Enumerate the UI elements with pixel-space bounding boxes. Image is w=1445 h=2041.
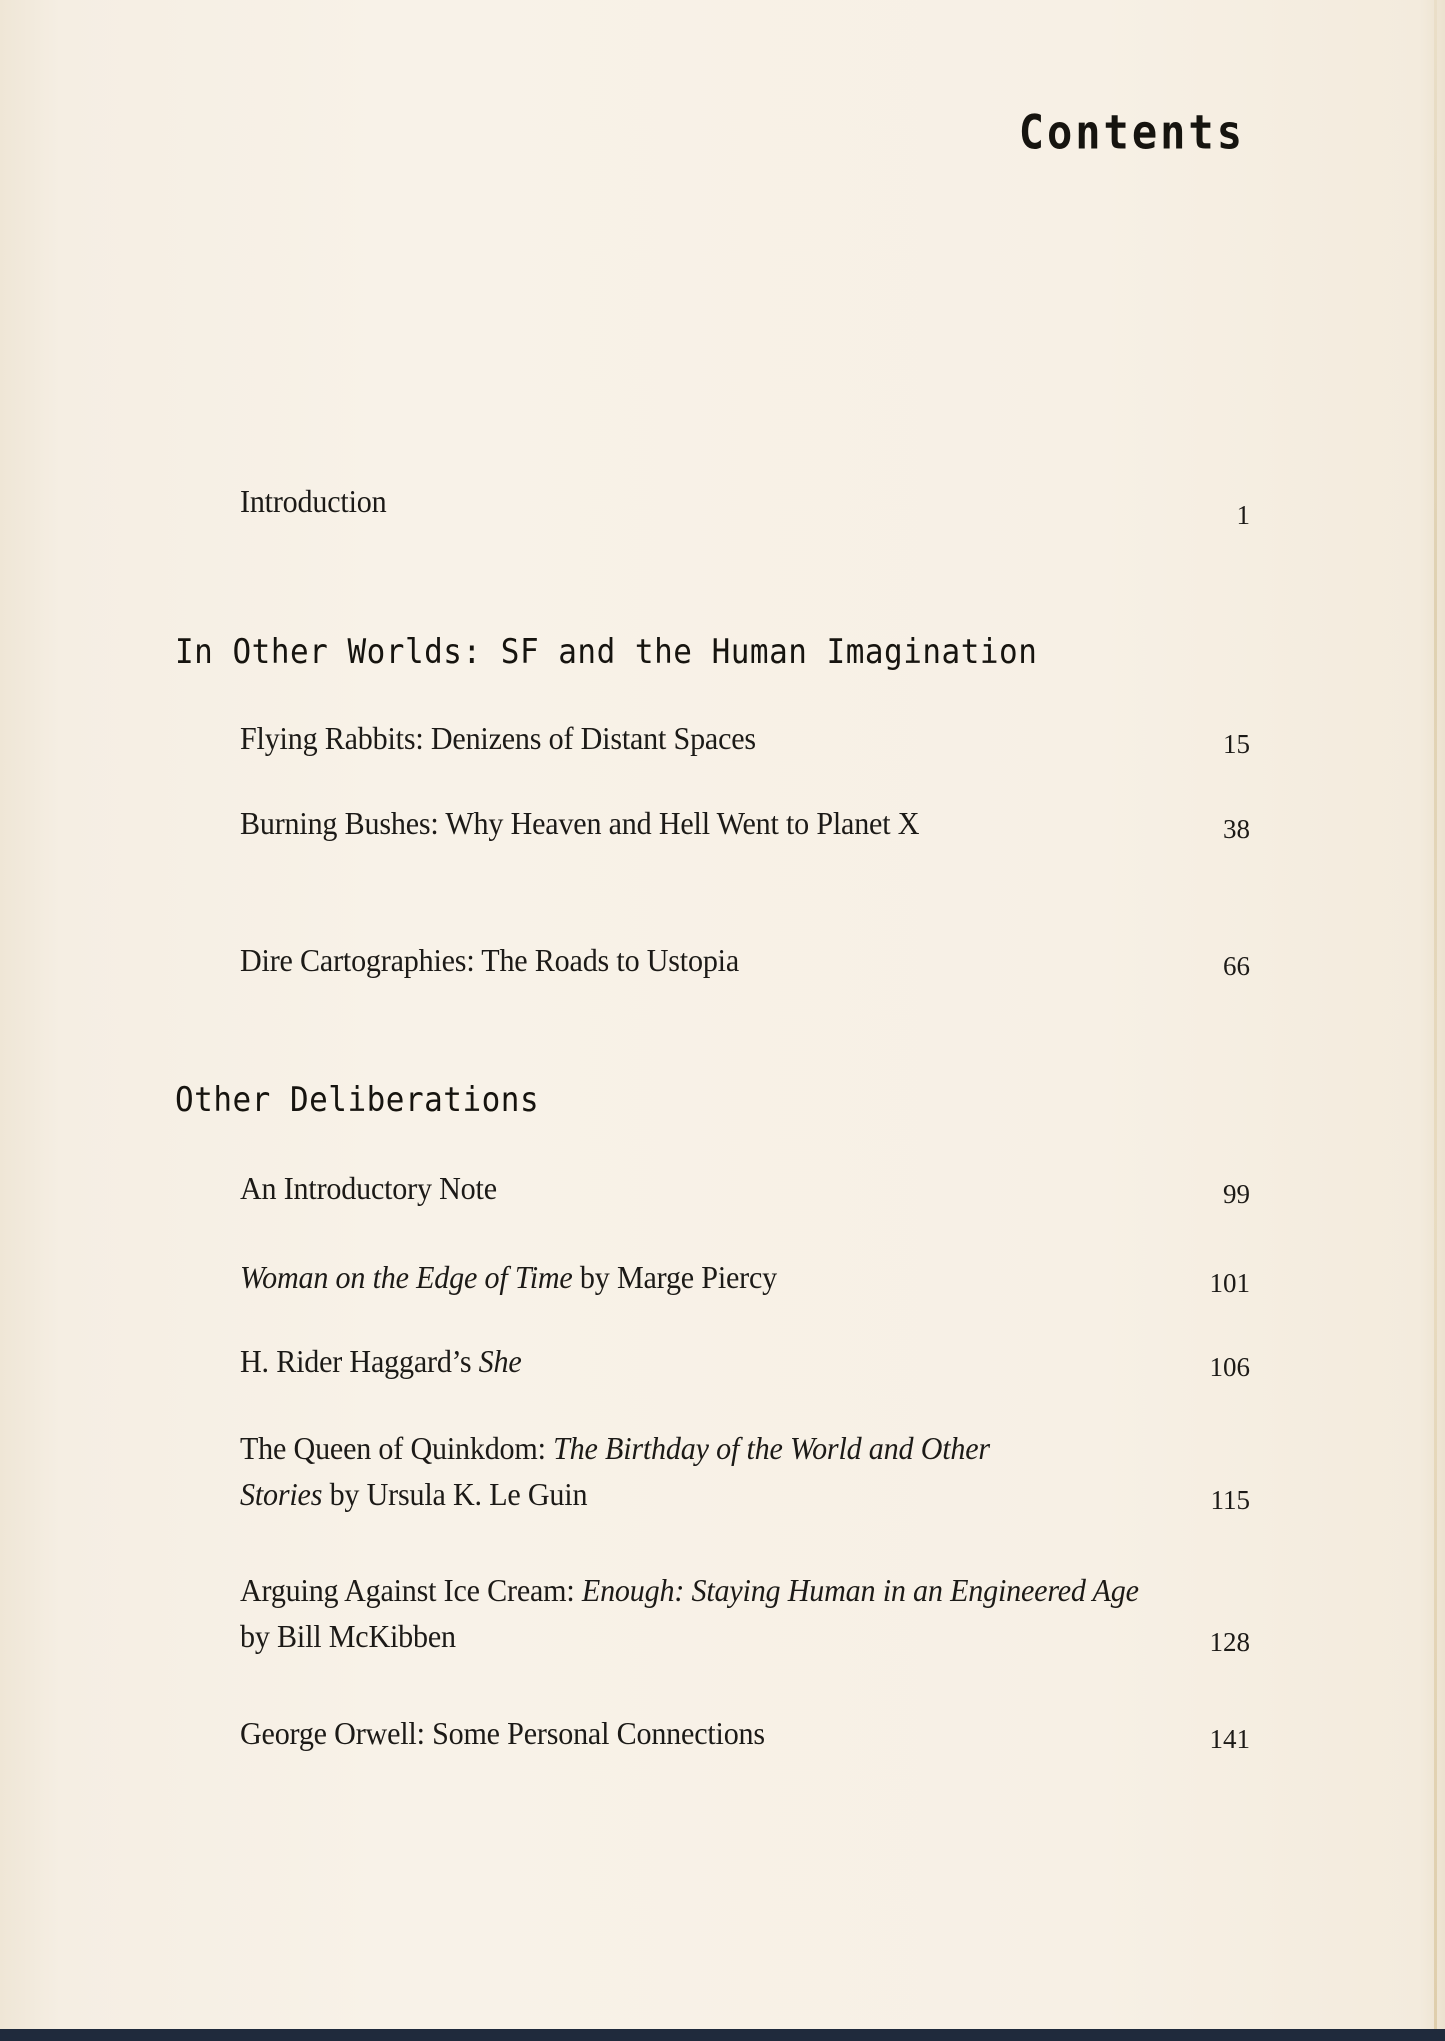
toc-entry[interactable] <box>240 1567 1250 1659</box>
page-number: 115 <box>1210 1485 1250 1515</box>
page-number: 99 <box>1223 1179 1250 1209</box>
page-edge <box>1434 0 1437 2030</box>
page-number: 106 <box>1209 1352 1250 1382</box>
page-number: 128 <box>1209 1627 1250 1657</box>
toc-entry[interactable] <box>240 937 1250 983</box>
toc-entry[interactable] <box>240 1338 1250 1384</box>
entry-title: George Orwell: Some Personal Connections <box>240 1715 765 1751</box>
entry-title: Introduction <box>240 483 387 519</box>
entry-title: Burning Bushes: Why Heaven and Hell Went to Planet X <box>240 805 920 841</box>
entry-title: Woman on the Edge of Time by Marge Piercy <box>240 1259 778 1295</box>
entry-title: Arguing Against Ice Cream: Enough: Staying Human in an Engineered Age by Bill McKibben <box>240 1572 1139 1654</box>
background-surface <box>0 2029 1445 2041</box>
toc-entry[interactable] <box>240 715 1250 761</box>
page-number: 38 <box>1223 814 1250 844</box>
page-number: 101 <box>1209 1268 1250 1298</box>
section-heading-in-other-worlds: In Other Worlds: SF and the Human Imagination <box>175 632 1038 672</box>
toc-entry-introduction[interactable] <box>240 478 1250 530</box>
toc-entry[interactable] <box>240 1710 1250 1756</box>
toc-entry[interactable] <box>240 800 1250 846</box>
entry-title: H. Rider Haggard’s She <box>240 1343 522 1379</box>
entry-title: The Queen of Quinkdom: The Birthday of the World and Other Stories by Ursula K. Le Guin <box>240 1430 990 1512</box>
page-number: 141 <box>1209 1724 1250 1754</box>
entry-title: An Introductory Note <box>240 1170 497 1206</box>
page-number: 66 <box>1223 951 1250 981</box>
section-heading-other-deliberations: Other Deliberations <box>175 1080 540 1120</box>
entry-title: Dire Cartographies: The Roads to Ustopia <box>240 942 740 978</box>
toc-entry[interactable] <box>240 1425 1250 1517</box>
page-title: Contents <box>1018 105 1245 161</box>
entry-title: Flying Rabbits: Denizens of Distant Spaces <box>240 720 756 756</box>
page-number: 15 <box>1223 729 1250 759</box>
page-number: 1 <box>1236 500 1250 530</box>
toc-entry[interactable] <box>240 1165 1250 1211</box>
toc-entry[interactable] <box>240 1254 1250 1300</box>
